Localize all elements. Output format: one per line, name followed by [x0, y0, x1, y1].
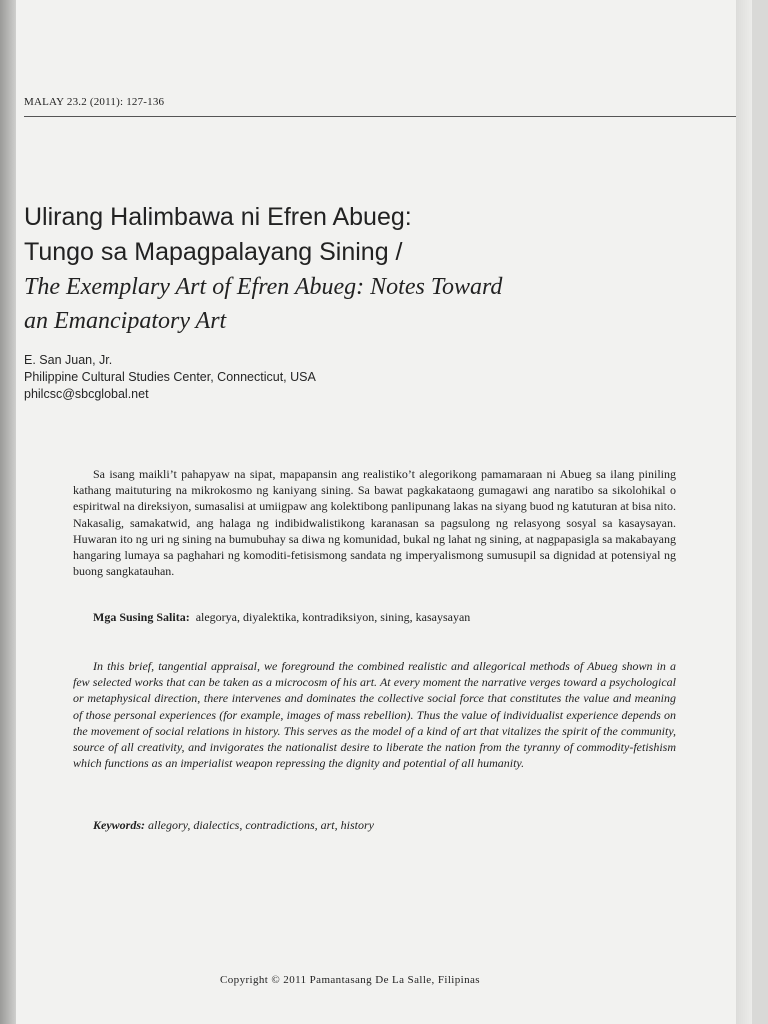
title-tagalog-line-2: Tungo sa Mapagpalayang Sining / — [24, 238, 403, 266]
abstract-english: In this brief, tangential appraisal, we foreground the combined realistic and allegorical methods of Abueg shown in a few selected works that can be taken as a microcosm of his art. At every moment the narrative verges toward a psychological or metaphysical direction, there intervenes and dominates the collective social force that constitutes the value and meaning of those personal experiences (for example, images of mass rebellion). Thus the value of individualist experience depends on the movement of social relations in history. This serves as the model of a kind of art that vitalizes the spirit of the community, source of all creativity, and invigorates the nationalist desire to liberate the nation from the tyranny of commodity-fetishism which functions as an imperialist weapon repressing the dignity and potential of all humanity. — [73, 659, 676, 771]
keywords-english — [93, 818, 374, 833]
author-affiliation: Philippine Cultural Studies Center, Connecticut, USA — [24, 370, 316, 384]
article-title — [24, 200, 644, 338]
scan-binding-edge — [0, 0, 16, 1024]
title-english-line-2: an Emancipatory Art — [24, 308, 227, 334]
title-english-line-1: The Exemplary Art of Efren Abueg: Notes Toward — [24, 274, 503, 300]
copyright-notice: Copyright © 2011 Pamantasang De La Salle, Filipinas — [220, 974, 480, 986]
keywords-tagalog — [93, 610, 470, 625]
journal-reference: MALAY 23.2 (2011): 127-136 — [24, 96, 165, 108]
header-rule — [24, 116, 752, 117]
author-name: E. San Juan, Jr. — [24, 353, 113, 367]
keywords-tagalog-label: Mga Susing Salita: — [93, 610, 190, 624]
page-right-shadow — [736, 0, 752, 1024]
keywords-english-label: Keywords: — [93, 818, 145, 832]
title-tagalog-line-1: Ulirang Halimbawa ni Efren Abueg: — [24, 203, 412, 231]
journal-page — [16, 0, 752, 1024]
author-info — [24, 352, 316, 403]
keywords-tagalog-text: alegorya, diyalektika, kontradiksiyon, sining, kasaysayan — [195, 610, 471, 624]
abstract-tagalog: Sa isang maikli’t pahapyaw na sipat, mapapansin ang realistiko’t alegorikong pamamaraan ni Abueg sa ilang piniling kathang maituturing na mikrokosmo ng kaniyang sining. Sa bawat pagkakataong gumagawi ang naratibo sa sikolohikal o espiritwal na direksiyon, sumasalisi at umiigpaw ang kolektibong panlipunang lakas na siyang buod ng katuturan at bisa nito. Nakasalig, samakatwid, ang halaga ng indibidwalistikong karanasan sa pagsulong ng relasyong sosyal sa kasaysayan. Huwaran ito ng uri ng sining na bumubuhay sa diwa ng komunidad, bukal ng lahat ng sining, at nagpapasigla sa makabayang hangaring lumaya sa paghahari ng komoditi-fetisismong sandata ng imperyalismong sumusupil sa dignidad at potensiyal ng buong sangkatauhan. — [73, 467, 676, 579]
author-email: philcsc@sbcglobal.net — [24, 387, 149, 401]
keywords-english-text: allegory, dialectics, contradictions, art, history — [148, 818, 374, 832]
